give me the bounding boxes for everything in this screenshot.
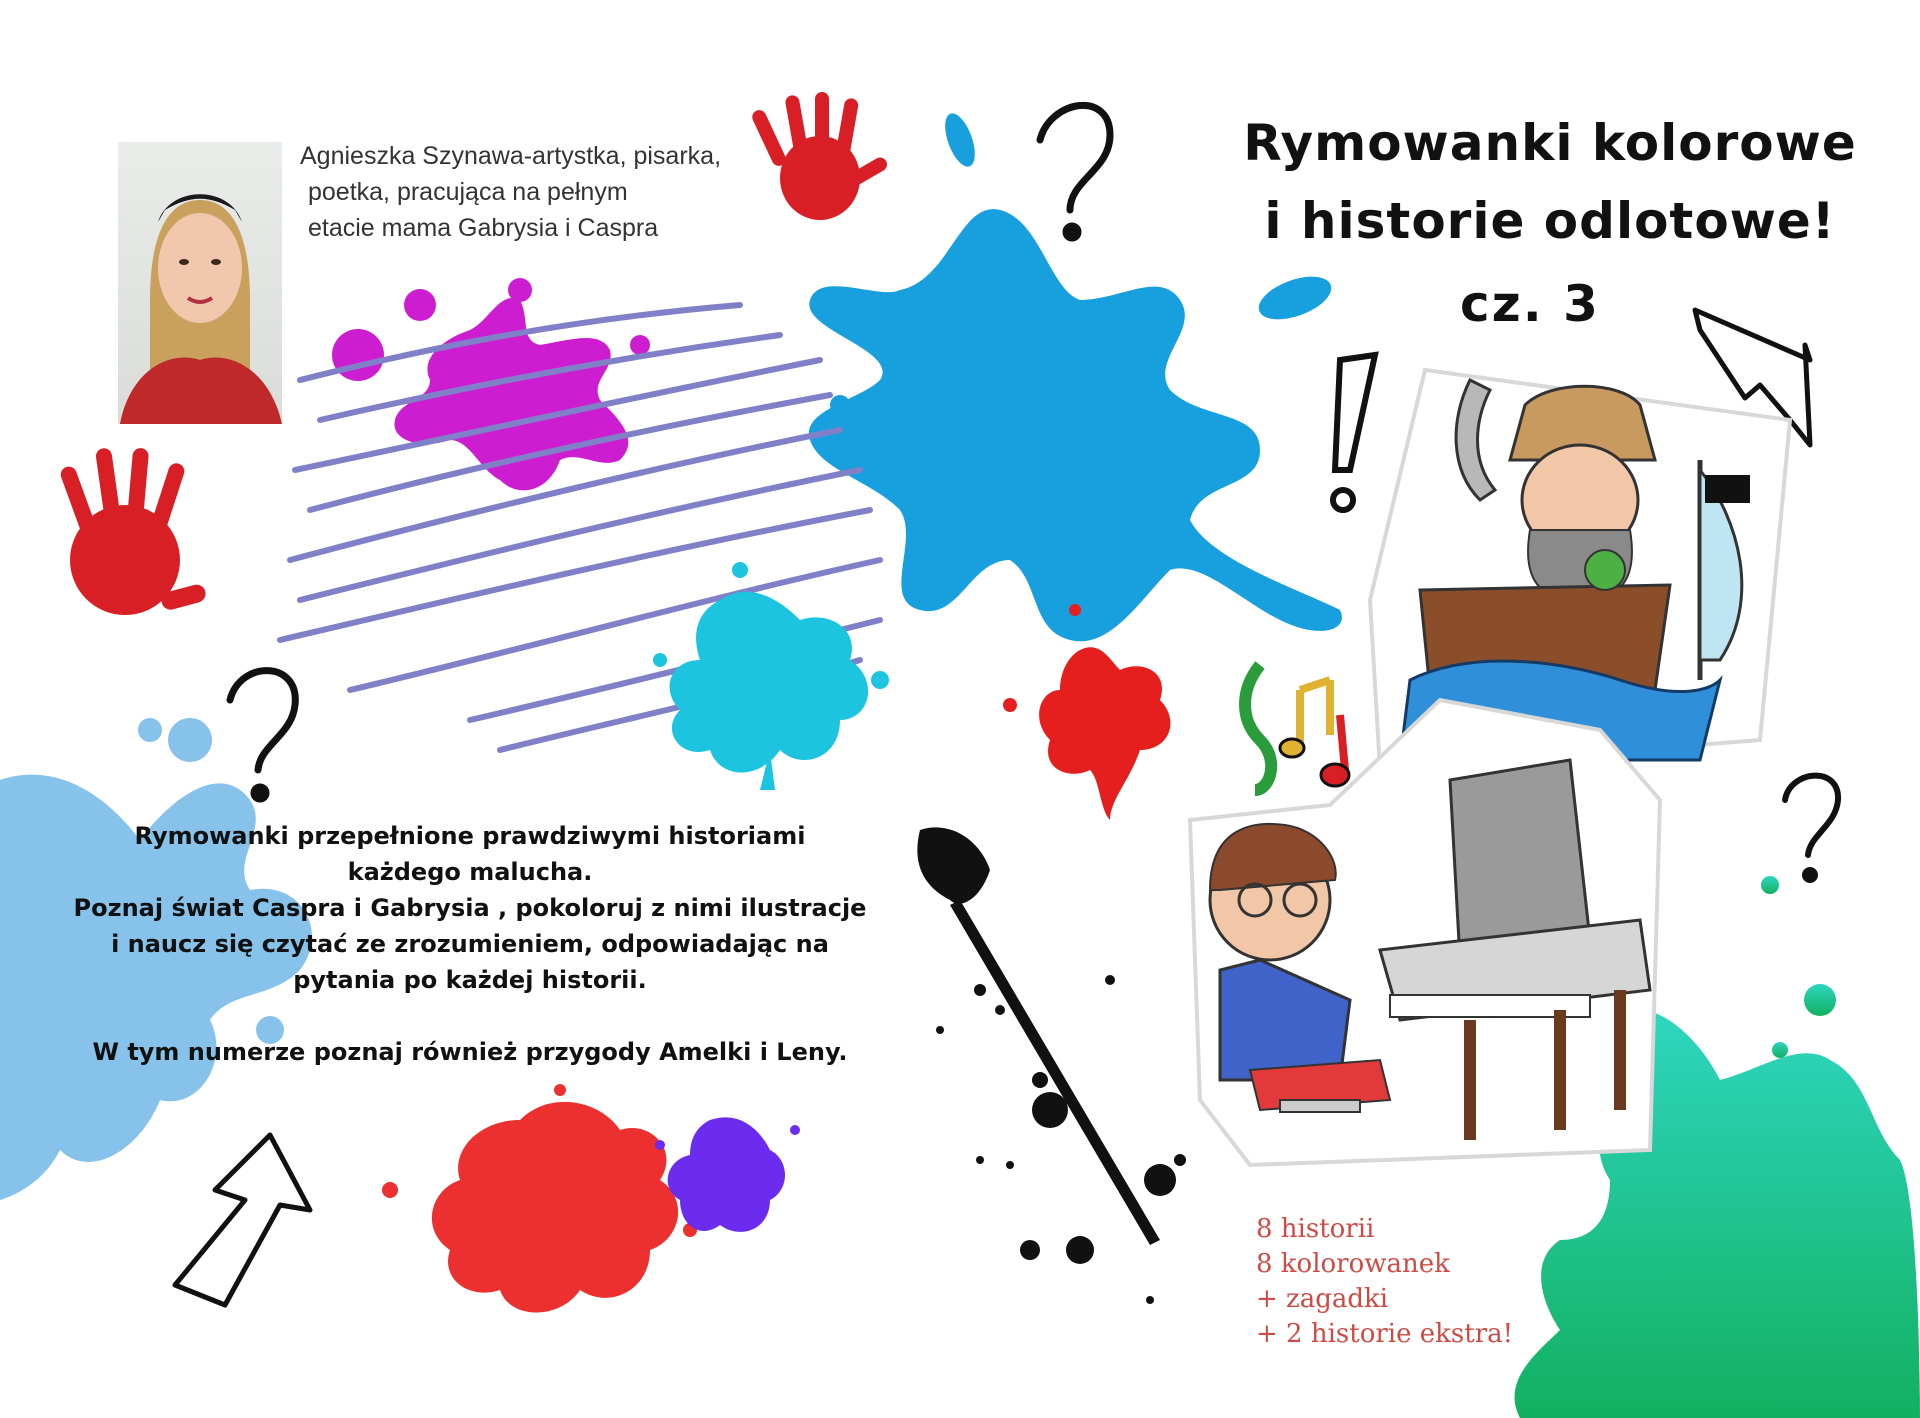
feature-item: 8 historii [1256,1214,1375,1244]
title-line-1: Rymowanki kolorowe [1243,114,1857,172]
red-splash-bottom [382,1084,697,1313]
author-photo [118,142,282,424]
author-bio [300,138,760,246]
feature-item: + 2 historie ekstra! [1256,1319,1514,1349]
feature-item: 8 kolorowanek [1256,1249,1450,1279]
question-mark-icon [1785,776,1838,880]
author-bio-line: poetka, pracująca na pełnym [308,178,628,206]
black-splatter [917,827,1186,1304]
red-handprint-icon [59,447,208,615]
exclamation-mark-icon [1333,355,1375,510]
description-line: Rymowanki przepełnione prawdziwymi historiami [134,822,806,850]
description-line: i naucz się czytać ze zrozumieniem, odpowiadając na [111,930,829,958]
book-title [1230,110,1870,342]
piano-boy-illustration [1190,700,1660,1165]
author-bio-line: Agnieszka Szynawa-artystka, pisarka, [300,142,722,170]
description-line: pytania po każdej historii. [293,966,647,994]
feature-list [1256,1212,1616,1352]
question-mark-icon [1040,105,1110,238]
author-bio-line: etacie mama Gabrysia i Caspra [308,214,659,242]
feature-item: + zagadki [1256,1284,1389,1314]
arrow-icon [175,1135,310,1305]
description-line: każdego malucha. [347,858,593,886]
music-notes-icon [1245,665,1349,790]
question-mark-icon [230,671,295,799]
title-line-2: i historie odlotowe! [1264,192,1836,250]
title-part: cz. 3 [1460,275,1600,333]
book-description [60,818,880,1070]
spacer [60,998,880,1034]
red-handprint-icon [750,92,890,220]
cyan-splash [653,562,889,790]
description-line: Poznaj świat Caspra i Gabrysia , pokoloruj z nimi ilustracje [73,894,867,922]
description-extra: W tym numerze poznaj również przygody Amelki i Leny. [92,1038,848,1066]
